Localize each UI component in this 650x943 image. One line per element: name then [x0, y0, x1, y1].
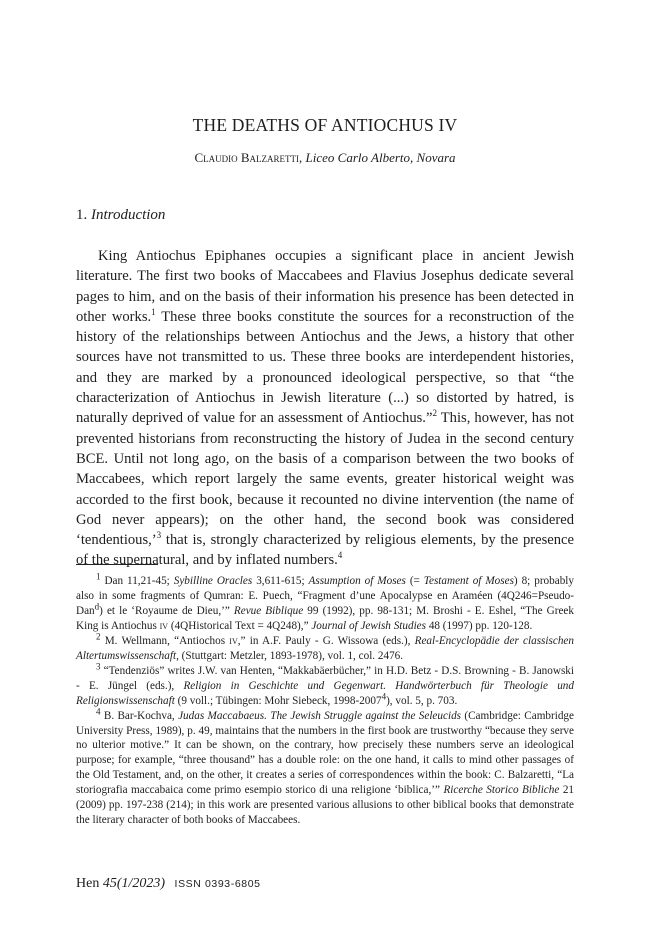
footnote-text: ,” in A.F. Pauly - G. Wissowa (eds.),: [237, 634, 415, 647]
author-name: Claudio Balzaretti: [194, 150, 300, 165]
footnote-number: 4: [96, 705, 101, 716]
era-abbrev: BCE: [76, 450, 105, 467]
footnote-superscript: 4: [381, 690, 387, 701]
journal-name: Hen: [76, 876, 100, 891]
footnote-title: Journal of Jewish Studies: [311, 619, 427, 632]
footnote-title: Testament of Moses: [423, 575, 514, 587]
footnote-text: M. Wellmann, “Antiochos: [100, 634, 230, 647]
section-heading: [76, 207, 165, 224]
footnote-number: 2: [96, 631, 101, 642]
footnote-text: (9 voll.; Tübingen: Mohr Siebeck, 1998-2007: [174, 694, 382, 707]
footnote-numeral: iv: [229, 634, 238, 647]
footnote-ref[interactable]: 1: [151, 307, 156, 318]
footnote-text: ), vol. 5, p. 703.: [386, 694, 458, 707]
footnote-text: (=: [405, 575, 424, 587]
footnote-text: Dan 11,21-45;: [100, 575, 174, 587]
footnote-ref[interactable]: 3: [156, 530, 162, 541]
footnote-text: ) 8; probably also in some fragments of Qumran: E. Puech, “Fragment d’une Apocalypse en Araméen (4Q246=Pseudo-Dan: [76, 575, 574, 617]
footnote-text: (Cambridge: Cambridge University Press, 1989), p. 49, maintains that the numbers in the first book are trustworthy “because they serve no ulterior motive.” It can be shown, on the contrary, how precisely these numbers serve an ideological purpose; for example, “three thousand” has a double role: on the one hand, it calls to mind other passages of the Old Testament, and, on the other, it creates a series of correspondences within the book: C. Balzaretti, “La storiografia maccabaica come primo esempio storico di una religione ‘biblica,’”: [76, 709, 574, 797]
footnote-ref[interactable]: 2: [432, 408, 437, 419]
footnote-text: 3,611-615;: [252, 575, 309, 587]
footnote-title: Ricerche Storico Bibliche: [443, 784, 560, 797]
footnote-title: Assumption of Moses: [308, 575, 406, 587]
footnote-text: B. Bar-Kochva,: [100, 709, 179, 722]
body-text-part: . Until not long ago, on the basis of a comparison between the two books of Maccabees, which report largely the same events, greater historical weight was accorded to the first book, because it recounted no divine intervention (the name of God never appears); on the other hand, the second book was considered ‘tendentious,’: [76, 450, 574, 549]
footnote-number: 1: [96, 571, 101, 582]
footnote-title: Revue Biblique: [233, 604, 304, 617]
page-footer: [76, 876, 261, 892]
footnote-text: ) et le ‘Royaume de Dieu,’”: [99, 604, 234, 617]
section-number: 1.: [76, 207, 88, 223]
body-text-part: King Antiochus Epiphanes occupies a significant place in ancient Jewish literature. The first two books of Maccabees and Flavius Josephus dedicate several pages to him, and on the basis of their information his presence has been detected in other works.: [76, 248, 574, 325]
footnote-title: Judas Maccabaeus. The Jewish Struggle against the Seleucids: [178, 709, 462, 722]
body-text-part: These three books constitute the sources for a reconstruction of the history of the relationships between Antiochus and the Jews, a history that other sources have not transmitted to us. These three books are interdependent histories, and they are marked by a pronounced ideological perspective, so that “the characterization of Antiochus in Jewish literature (...) so distorted by hatred, is naturally deprived of value for an assessment of Antiochus.”: [76, 308, 574, 427]
footnote-title: Religion in Geschichte und Gegenwart. Handwörterbuch für Theologie und Religionswissenschaft: [76, 679, 574, 707]
footnote-numeral: iv: [159, 619, 169, 632]
footnote-3: [76, 660, 574, 709]
footnote-number: 3: [96, 660, 101, 671]
author-affiliation: Liceo Carlo Alberto, Novara: [305, 150, 456, 165]
footnote-text: 48 (1997) pp. 120-128.: [426, 619, 533, 632]
footnote-text: 99 (1992), pp. 98-131; M. Broshi - E. Eshel, “The Greek King is Antiochus: [76, 604, 574, 632]
footnote-superscript: d: [94, 601, 100, 612]
section-title: Introduction: [91, 207, 166, 223]
footnote-separator: [76, 564, 158, 565]
footnote-text: , (Stuttgart: Metzler, 1893-1978), vol. 1, col. 2476.: [176, 649, 404, 662]
byline: Claudio Balzaretti, Liceo Carlo Alberto, Novara: [194, 150, 456, 165]
body-text-part: This, however, has not prevented historians from reconstructing the history of Judea in the second century: [76, 410, 574, 447]
footnotes: [76, 571, 575, 828]
footnote-title: Real-Encyclopädie der classischen Altertumswissenschaft: [76, 634, 574, 662]
journal-volume: 45(1/2023): [102, 876, 166, 891]
footnote-4: [76, 705, 575, 829]
footnote-text: “Tendenziös” writes J.W. van Henten, “Makkabäerbücher,” in H.D. Betz - D.S. Browning - B. Janowski - E. Jüngel (eds.),: [76, 664, 574, 692]
body-text-part: that is, strongly characterized by religious elements, by the presence of the supernatural, and by inflated numbers.: [76, 532, 574, 569]
footnote-2: [76, 631, 574, 664]
footnote-text: (4QHistorical Text = 4Q248),”: [168, 619, 312, 632]
footnote-ref[interactable]: 4: [337, 550, 343, 561]
issn: ISSN 0393-6805: [174, 878, 261, 890]
body-paragraph: [76, 246, 574, 571]
article-title: THE DEATHS OF ANTIOCHUS IV: [192, 115, 458, 135]
footnote-text: 21 (2009) pp. 197-238 (214); in this work are presented various allusions to other biblical books that demonstrate the literary character of both books of Maccabees.: [76, 784, 575, 827]
footnote-title: Sybilline Oracles: [173, 575, 253, 587]
footnote-1: [76, 571, 574, 634]
